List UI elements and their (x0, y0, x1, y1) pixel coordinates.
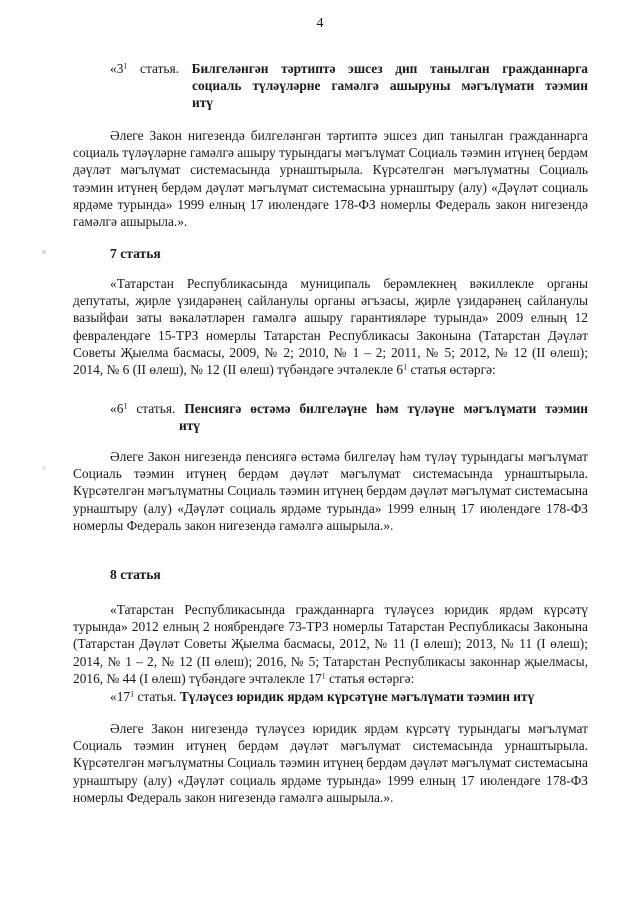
section-7-intro: «Татарстан Республикасында муниципаль берәмлекнең вәкиллекле органы депутаты, җирле үзидарәнең сайланулы органы әгъзасы, җирле үзидарәнең сайланулы вазыйфаи заты вәкаләтләрен гамәлгә ашыру гарантияләре турында» 2009 елның 12 февралендәге 15-ТРЗ номерлы Татарстан Республикасы Законына (Татарстан Дәүләт Советы Җыелма басмасы, 2009, № 2; 2010, № 1 – 2; 2011, № 5; 2012, № 12 (II өлеш); 2014, № 6 (II өлеш), № 12 (II өлеш) түбәндәге эчтәлекле $6^1$ статья өстәргә: (73, 276, 588, 378)
article-6-1-body: Әлеге Закон нигезендә пенсиягә өстәмә билгеләү һәм түләү турындагы мәгълүмат Социаль тәэмин итүнең бердәм дәүләт мәгълүмат системасында урнаштырыла. Күрсәтелгән мәгълүматны Социаль тәэмин итүнең бердәм дәүләт мәгълүмат системасына урнаштыру (алу) «Дәүләт социаль ярдәме турында» 1999 елның 17 июлендәге 178-ФЗ номерлы Федераль закон нигезендә гамәлгә ашырыла.». (73, 449, 588, 533)
article-3-1-title-line-2: социаль түләүләрне гамәлгә ашыруны мәгълүмати тәэмин (192, 78, 588, 94)
article-3-1-body: Әлеге Закон нигезендә билгеләнгән тәртиптә эшсез дип танылган гражданнарга социаль түләүләрне гамәлгә ашыру турындагы мәгълүмат Социаль тәэмин итүнең бердәм дәүләт мәгълүмат системасында урнаштырыла. Күрсәтелгән мәгълүматны Социаль тәэмин итүнең бердәм дәүләт мәгълүмат системасына урнаштыру (алу) «Дәүләт социаль ярдәме турында» 1999 елның 17 июлендәге 178-ФЗ номерлы Федераль закон нигезендә гамәлгә ашырыла.». (73, 128, 588, 230)
article-lead: «$17^1$ статья. (110, 689, 180, 704)
article-17-1-title (110, 688, 588, 705)
article-3-1-title-line-1 (110, 60, 588, 77)
section-8-heading: 8 статья (110, 567, 161, 582)
scan-mark (42, 250, 46, 254)
article-lead: «$6^1$ статья. (110, 401, 185, 416)
article-17-1-body: Әлеге Закон нигезендә түләүсез юридик ярдәм күрсәтү турындагы мәгълүмат Социаль тәэмин итүнең бердәм дәүләт мәгълүмат системасында урнаштырыла. Күрсәтелгән мәгълүматны Социаль тәэмин итүнең бердәм дәүләт мәгълүмат системасына урнаштыру (алу) «Дәүләт социаль ярдәме турында» 1999 елның 17 июлендәге 178-ФЗ номерлы Федераль закон нигезендә гамәлгә ашырыла.». (73, 721, 588, 805)
article-title-text: Билгеләнгән тәртиптә эшсез дип танылган гражданнарга (191, 61, 588, 76)
article-3-1-title (110, 60, 588, 112)
section-8-intro: «Татарстан Республикасында гражданнарга түләүсез юридик ярдәм күрсәтү турында» 2012 елның 2 ноябрендәге 73-ТРЗ номерлы Татарстан Республикасы Законына (Татарстан Дәүләт Советы Җыелма басмасы, 2012, № 11 (I өлеш); 2013, № 11 (I өлеш); 2014, № 1 – 2, № 12 (II өлеш); 2016, № 5; Татарстан Республикасы законнар җыелмасы, 2016, № 44 (I өлеш) түбәндәге эчтәлекле $17^1$ статья өстәргә: (73, 602, 588, 686)
article-title-text: Пенсиягә өстәмә билгеләүне һәм түләүне мәгълүмати тәэмин (184, 401, 589, 416)
page-number: 4 (316, 16, 324, 31)
article-title-text: Түләүсез юридик ярдәм күрсәтүне мәгълүмати тәэмин итү (179, 689, 535, 704)
article-6-1-title-line-2: итү (179, 418, 200, 434)
section-7-heading: 7 статья (110, 246, 161, 261)
article-3-1-title-line-3: итү (192, 95, 213, 111)
article-6-1-title-line-1 (110, 400, 588, 417)
scan-mark (42, 466, 46, 470)
article-6-1-title (110, 400, 588, 434)
article-lead: «$3^1$ статья. (110, 61, 192, 76)
